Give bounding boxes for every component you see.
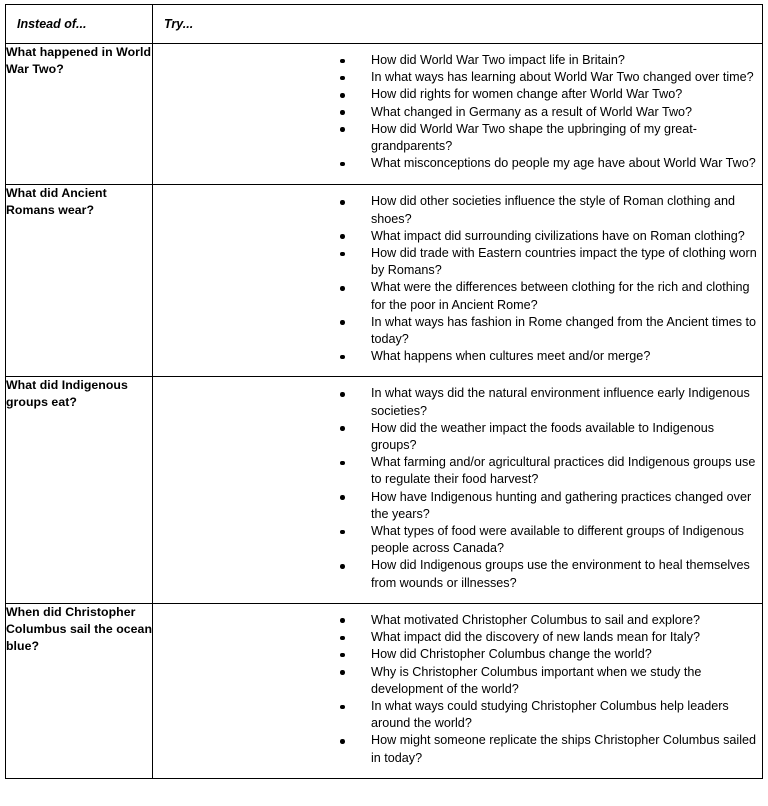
questions-cell <box>153 603 763 778</box>
list-item: In what ways did the natural environment influence early Indigenous societies? <box>336 385 762 419</box>
table-row <box>6 44 763 185</box>
list-item: How did the weather impact the foods available to Indigenous groups? <box>336 420 762 454</box>
list-item: In what ways has fashion in Rome changed from the Ancient times to today? <box>336 314 762 348</box>
list-item: In what ways has learning about World War Two changed over time? <box>336 69 762 86</box>
table-row <box>6 377 763 603</box>
table-row <box>6 603 763 778</box>
list-item: How might someone replicate the ships Christopher Columbus sailed in today? <box>336 732 762 766</box>
question-list <box>153 385 762 591</box>
list-item: How did other societies influence the style of Roman clothing and shoes? <box>336 193 762 227</box>
list-item: How did rights for women change after World War Two? <box>336 86 762 103</box>
header-label-instead-of: Instead of... <box>17 17 87 31</box>
list-item: What farming and/or agricultural practices did Indigenous groups use to regulate their food harvest? <box>336 454 762 488</box>
questions-cell <box>153 377 763 603</box>
list-item: How did World War Two impact life in Britain? <box>336 52 762 69</box>
list-item: How did trade with Eastern countries impact the type of clothing worn by Romans? <box>336 245 762 279</box>
list-item: What impact did surrounding civilizations have on Roman clothing? <box>336 228 762 245</box>
prompt-cell <box>6 603 153 778</box>
list-item: How did Indigenous groups use the environment to heal themselves from wounds or illnesses? <box>336 557 762 591</box>
list-item: How did World War Two shape the upbringing of my great-grandparents? <box>336 121 762 155</box>
list-item: What misconceptions do people my age have about World War Two? <box>336 155 762 172</box>
list-item: What types of food were available to different groups of Indigenous people across Canada? <box>336 523 762 557</box>
table-header-row <box>6 5 763 44</box>
list-item: What motivated Christopher Columbus to sail and explore? <box>336 612 762 629</box>
prompt-cell <box>6 185 153 377</box>
list-item: What impact did the discovery of new lands mean for Italy? <box>336 629 762 646</box>
prompt-text: What happened in World War Two? <box>6 45 152 76</box>
list-item: What happens when cultures meet and/or merge? <box>336 348 762 365</box>
table-row <box>6 185 763 377</box>
question-list <box>153 52 762 172</box>
question-list <box>153 193 762 365</box>
questions-cell <box>153 44 763 185</box>
header-label-try: Try... <box>164 17 194 31</box>
list-item: In what ways could studying Christopher Columbus help leaders around the world? <box>336 698 762 732</box>
list-item: How have Indigenous hunting and gathering practices changed over the years? <box>336 489 762 523</box>
list-item: Why is Christopher Columbus important when we study the development of the world? <box>336 664 762 698</box>
question-reframing-table <box>5 4 763 779</box>
header-cell-try <box>153 5 763 44</box>
list-item: What were the differences between clothing for the rich and clothing for the poor in Ancient Rome? <box>336 279 762 313</box>
prompt-cell <box>6 377 153 603</box>
prompt-text: What did Ancient Romans wear? <box>6 186 107 218</box>
prompt-text: When did Christopher Columbus sail the ocean blue? <box>6 604 153 653</box>
list-item: How did Christopher Columbus change the world? <box>336 646 762 663</box>
header-cell-instead-of <box>6 5 153 44</box>
questions-cell <box>153 185 763 377</box>
list-item: What changed in Germany as a result of World War Two? <box>336 104 762 121</box>
prompt-text: What did Indigenous groups eat? <box>6 378 128 410</box>
question-list <box>153 612 762 767</box>
prompt-cell <box>6 44 153 185</box>
